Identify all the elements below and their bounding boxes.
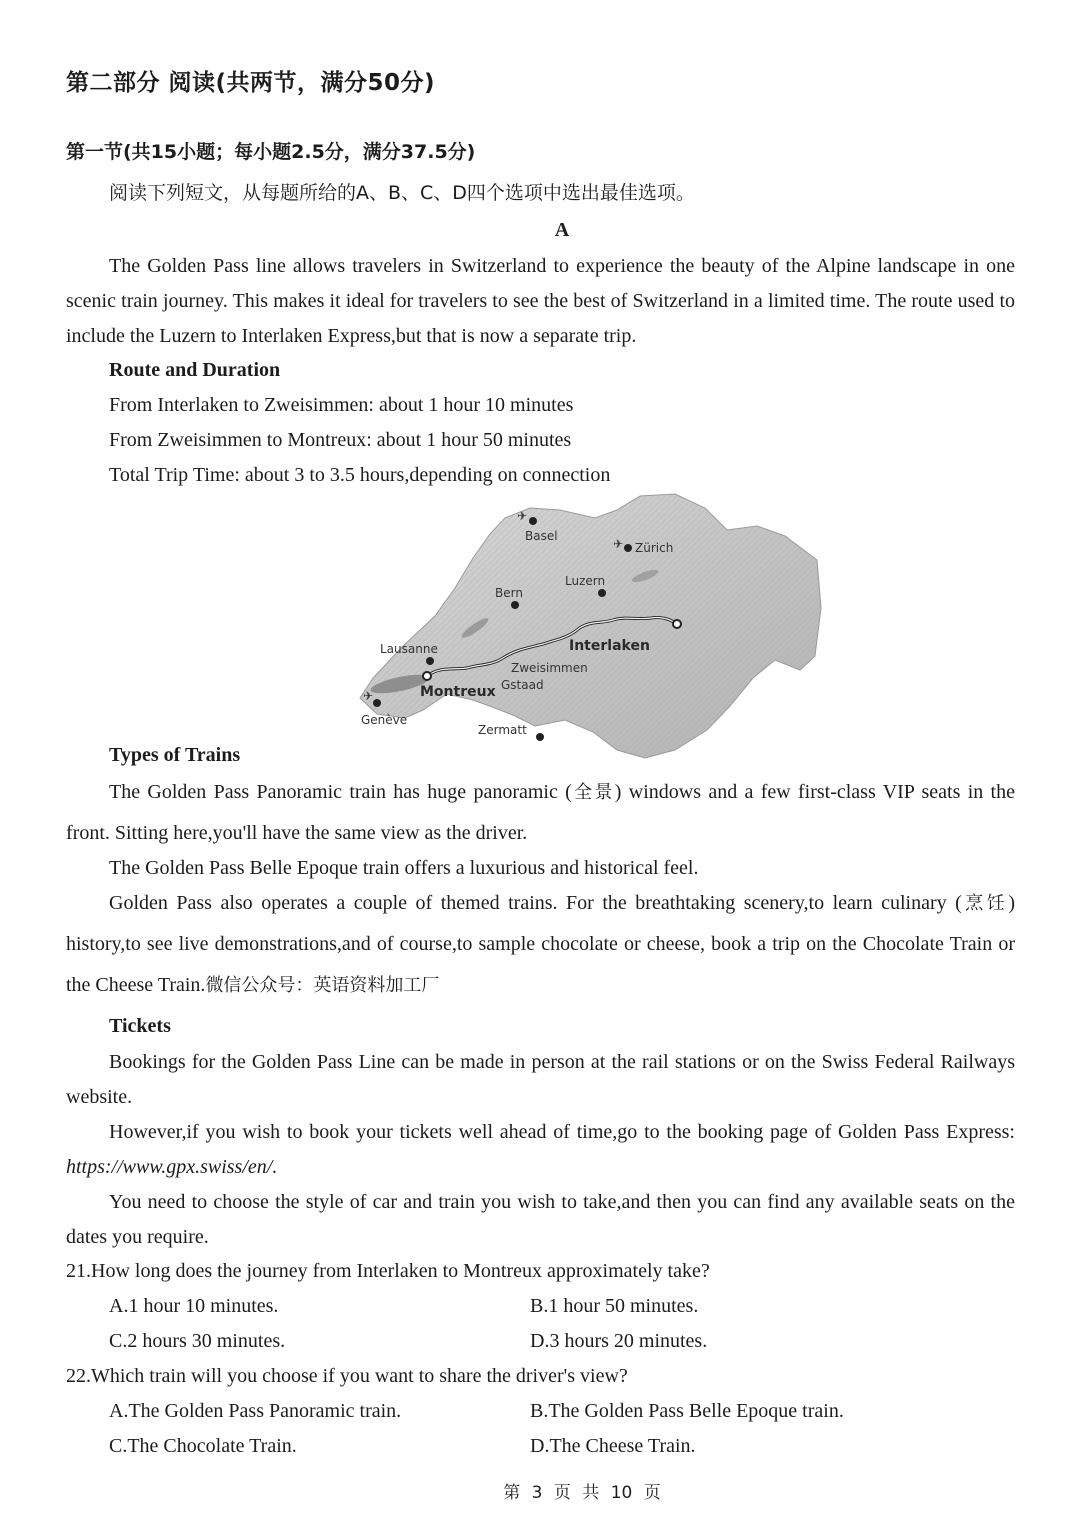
intro-paragraph: The Golden Pass line allows travelers in Switzerland to experience the beauty of the Alpine landscape in one scenic train journey. This makes it ideal for travelers to see the best of Switzerland in a limited time. The route used to include the Luzern to Interlaken Express,but that is now a separate trip.: [66, 255, 1015, 347]
subsection-title: 第一节(共15小题；每小题2.5分，满分37.5分): [66, 141, 476, 163]
question-21-option-d[interactable]: D.3 hours 20 minutes.: [530, 1330, 708, 1352]
city-dot-interlaken: [673, 620, 681, 628]
tickets-paragraph-1: Bookings for the Golden Pass Line can be made in person at the rail stations or on the Swiss Federal Railways website.: [66, 1051, 1015, 1108]
page-footer: 第 3 页 共 10 页: [503, 1483, 661, 1503]
question-22-option-a[interactable]: A.The Golden Pass Panoramic train.: [109, 1400, 402, 1422]
passage-label: A: [554, 219, 570, 241]
map-label-luzern: Luzern: [565, 574, 606, 588]
route-line-2: From Zweisimmen to Montreux: about 1 hour 50 minutes: [109, 429, 572, 451]
city-dot-geneve: [373, 699, 381, 707]
city-dot-zurich: [624, 544, 632, 552]
booking-url[interactable]: https://www.gpx.swiss/en/.: [66, 1156, 278, 1178]
question-22-option-d[interactable]: D.The Cheese Train.: [530, 1435, 696, 1457]
section-title: 第二部分 阅读(共两节，满分50分): [66, 70, 436, 96]
map-label-zermatt: Zermatt: [478, 723, 527, 737]
tickets-heading: Tickets: [109, 1015, 171, 1037]
trains-heading: Types of Trains: [109, 744, 241, 766]
city-dot-basel: [529, 517, 537, 525]
map-label-montreux: Montreux: [420, 684, 496, 700]
route-line-1: From Interlaken to Zweisimmen: about 1 hour 10 minutes: [109, 394, 574, 416]
city-dot-bern: [511, 601, 519, 609]
map-label-zweisimmen: Zweisimmen: [511, 661, 588, 675]
tickets-paragraph-3: You need to choose the style of car and train you wish to take,and then you can find any available seats on the dates you require.: [66, 1191, 1015, 1248]
city-dot-zermatt: [536, 733, 544, 741]
question-22-stem: 22.Which train will you choose if you want to share the driver's view?: [66, 1365, 628, 1387]
trains-paragraph-1: The Golden Pass Panoramic train has huge panoramic (全景) windows and a few first-class VIP seats in the front. Sitting here,you'll have the same view as the driver.: [66, 781, 1015, 844]
city-dot-luzern: [598, 589, 606, 597]
question-22-option-b[interactable]: B.The Golden Pass Belle Epoque train.: [530, 1400, 844, 1422]
relief-texture: [360, 494, 821, 758]
map-label-zurich: Zürich: [635, 541, 674, 555]
airport-icon: ✈: [517, 509, 528, 523]
map-label-gstaad: Gstaad: [501, 678, 544, 692]
question-21-stem: 21.How long does the journey from Interlaken to Montreux approximately take?: [66, 1260, 710, 1282]
airport-icon: ✈: [613, 537, 624, 551]
airport-icon: ✈: [363, 689, 374, 703]
watermark-text: 微信公众号：英语资料加工厂: [205, 975, 440, 996]
map-label-lausanne: Lausanne: [380, 642, 438, 656]
route-line-3: Total Trip Time: about 3 to 3.5 hours,depending on connection: [109, 464, 611, 486]
question-22-option-c[interactable]: C.The Chocolate Train.: [109, 1435, 297, 1457]
switzerland-map: [355, 488, 835, 778]
city-dot-lausanne: [426, 657, 434, 665]
city-dot-montreux: [423, 672, 431, 680]
map-label-bern: Bern: [495, 586, 523, 600]
trains-paragraph-3: Golden Pass also operates a couple of themed trains. For the breathtaking scenery,to learn culinary (烹饪) history,to see live demonstrations,and of course,to sample chocolate or cheese, book a trip on the Chocolate Train or the Cheese Train.微信公众号：英语资料加工厂: [66, 892, 1016, 996]
map-label-geneve: Genève: [361, 713, 408, 727]
tickets-paragraph-2: However,if you wish to book your tickets well ahead of time,go to the booking page of Golden Pass Express: https://www.gpx.swiss/en/.: [66, 1121, 1015, 1178]
question-21-option-b[interactable]: B.1 hour 50 minutes.: [530, 1295, 699, 1317]
question-21-option-a[interactable]: A.1 hour 10 minutes.: [109, 1295, 279, 1317]
instruction: 阅读下列短文，从每题所给的A、B、C、D四个选项中选出最佳选项。: [109, 182, 695, 204]
map-label-basel: Basel: [525, 529, 558, 543]
route-heading: Route and Duration: [109, 359, 281, 381]
trains-paragraph-2: The Golden Pass Belle Epoque train offers a luxurious and historical feel.: [109, 857, 699, 879]
question-21-option-c[interactable]: C.2 hours 30 minutes.: [109, 1330, 286, 1352]
map-label-interlaken: Interlaken: [569, 638, 650, 654]
